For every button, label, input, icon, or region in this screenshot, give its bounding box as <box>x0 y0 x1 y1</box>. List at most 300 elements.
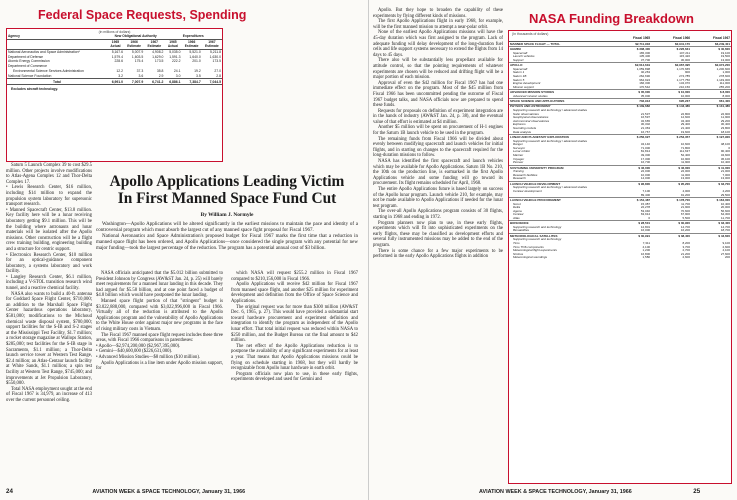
nasa-cell: 21,900 <box>680 205 691 210</box>
nasa-cell: 107,211 <box>679 50 691 55</box>
nasa-cell: 21,400 <box>680 126 691 131</box>
nasa-cell: 36,100 <box>720 156 730 161</box>
nasa-cell: 14,700 <box>720 224 730 229</box>
nasa-row-label: Spacecraft <box>513 66 528 71</box>
nasa-table <box>509 36 731 260</box>
nasa-cell: 16,767 <box>640 129 651 134</box>
nasa-row-label: Tiros <box>513 241 520 246</box>
nasa-cell: 37,700 <box>640 57 651 62</box>
nasa-cell: 2,700 <box>682 248 691 253</box>
spending-table-box <box>6 28 223 162</box>
nasa-cell: 29,500 <box>720 192 730 197</box>
nasa-row-label: Training <box>513 169 524 174</box>
spending-cell: 1,640.0 <box>189 54 201 59</box>
nasa-row-label: Lunar orbiter <box>513 149 531 154</box>
nasa-cell: 135,400 <box>639 54 651 59</box>
nasa-cell: $2,974,200 <box>691 63 731 68</box>
spending-cell: 222.2 <box>172 59 181 64</box>
nasa-cell: 64,300 <box>720 212 730 217</box>
spending-units: (in millions of dollars) <box>98 30 131 34</box>
middle-column-1-paragraph: • Apollo—$2,974,200,000 ($2,967,395,000). <box>96 343 181 349</box>
nasa-cell: 16,700 <box>640 160 651 165</box>
spending-cell: 5,167.6 <box>111 49 124 54</box>
spending-cell: 1,629.0 <box>152 54 164 59</box>
spending-year-header <box>144 39 164 49</box>
spending-row-label: Department of Defense <box>8 54 44 59</box>
nasa-cell: $ 41,000 <box>691 165 731 170</box>
nasa-cell: 49,300 <box>640 152 651 157</box>
spending-year-kind: Estimate <box>204 44 219 49</box>
spending-cell: 12.2 <box>116 69 124 74</box>
continuation-column-paragraph: The over-all Apollo Applications program consists of 30 flights, starting in 1968 and ending in 1972. <box>373 209 503 220</box>
nasa-row-label: Saturn 1B <box>513 73 527 78</box>
nasa-cell: 10,900 <box>680 156 691 161</box>
nasa-cell: 19,100 <box>720 50 730 55</box>
spending-cell: 5,035.0 <box>169 49 181 54</box>
nasa-row-label: Mission support <box>513 84 535 89</box>
nasa-row-label: Delta <box>513 205 521 210</box>
spending-cell: 5,007.9 <box>131 49 144 54</box>
nasa-cell: $ 30,900 <box>651 221 691 226</box>
nasa-cell: 695,237 <box>651 99 691 104</box>
nasa-cell: $ 226,631 <box>651 47 691 52</box>
nasa-col-header: Fiscal 1966 <box>651 36 691 41</box>
nasa-cell: $ 139,682 <box>611 104 651 109</box>
nasa-cell: 21,200 <box>680 251 691 256</box>
nasa-row-label: LUNAR AND PLANETARY EXPLORATION <box>509 135 611 140</box>
nasa-row-label: Supporting research and technology / advanced studies <box>513 138 588 143</box>
spending-cell: 175.4 <box>134 59 144 64</box>
left-column-paragraph: NASA also wants to build a 40-ft. antenna for Goddard Space Flight Center, $710,000; an addition to the Marshall Space Flight Center hazardous operations laboratory, $581,000; modifications to the Michoud chemical waste disposal system, $700,000; support facilities for the S-IB and S-2 stages at the Mississippi Test Facility, $1.7 million; a rocket storage magazine at Wallops Station, $285,000; test facilities for the S-IB stage in Sacramento, $1.1 million; a Thor-Delta launch service tower at Western Test Range, $2.4 million; an Atlas-Centaur launch facility at White Sands, $1.1 million; a spin test facility at Western Test Range, $745,000; and improvements at Jet Propulsion Laboratory, $550,000. <box>6 291 92 387</box>
nasa-cell: 4,100 <box>722 248 730 253</box>
nasa-cell: 20,000 <box>720 205 730 210</box>
nasa-cell: 7,311 <box>642 241 651 246</box>
spending-cell: 5,521.0 <box>189 49 201 54</box>
nasa-cell: 22,000 <box>640 169 651 174</box>
nasa-col-header: Fiscal 1967 <box>691 36 731 41</box>
nasa-cell: 16,597 <box>640 115 651 120</box>
nasa-cell: 7,100 <box>642 188 651 193</box>
nasa-row-label: ADVANCED MISSION STUDIES <box>509 90 611 95</box>
nasa-cell: 19,500 <box>720 54 730 59</box>
nasa-cell: 900 <box>685 70 691 75</box>
article-left-column <box>6 163 92 404</box>
nasa-cell: 4,200 <box>722 188 730 193</box>
nasa-cell: 81,814 <box>640 149 651 154</box>
nasa-row-label: Voyager <box>513 156 525 161</box>
spending-row-label: Environmental Science Services Administration <box>13 69 84 74</box>
continuation-column-paragraph: Approval of even the $42 million for Fiscal 1967 has had one immediate effect on the program. Most of the $45 million from Fiscal 1966 has been uncommitted pending the outcome of Fiscal 1967 budget talks, and NASA officials now are prepared to spend these funds. <box>373 80 503 109</box>
nasa-cell: 111,637 <box>679 149 691 154</box>
nasa-row-label: Surveyor <box>513 145 526 150</box>
spending-year-header <box>202 39 222 49</box>
nasa-cell: 210,156 <box>679 84 691 89</box>
nasa-cell: $ 35,000 <box>611 90 651 95</box>
middle-column-2-paragraph: which NASA will request $255.2 million in Fiscal 1967 compared to $210,156,000 in Fiscal 1966. <box>231 271 358 282</box>
nasa-cell: $ 308,400 <box>611 47 651 52</box>
nasa-row-label: Spacecraft <box>513 50 528 55</box>
continuation-column-paragraph: The first Apollo Applications flight in early 1968, for example, will be the first manned mission to attempt a near-polar orbit. <box>373 19 503 30</box>
nasa-row-label: Saturn 1 <box>513 70 525 75</box>
nasa-cell: $ 38,400 <box>651 234 691 239</box>
nasa-cell: $ 28,501 <box>611 221 651 226</box>
spending-group-noa: New Obligational Authority <box>107 34 165 39</box>
nasa-cell: $ 95,200 <box>651 181 691 186</box>
nasa-cell: $ 33,700 <box>691 181 731 186</box>
nasa-row-label: Atlas <box>513 215 520 220</box>
nasa-row-label: Centaur <box>513 212 524 217</box>
nasa-cell: $ 96,800 <box>611 181 651 186</box>
continuation-column-paragraph: Program planners now plan to use, in these early flights, experiments which will fit into sophisticated experiments on the early flights, these may be classified as development efforts and several fully instrumented missions may be added to the end of the program. <box>373 220 503 248</box>
nasa-cell: $2,941,170 <box>675 41 691 46</box>
nasa-cell: 30,302 <box>640 122 651 127</box>
nasa-cell: 32,665 <box>640 118 651 123</box>
nasa-cell: 22,900 <box>720 111 730 116</box>
nasa-row-label: LAUNCH VEHICLE PROCUREMENT <box>509 198 611 203</box>
lead-paragraph-1: Washington—Apollo Applications will be altered significantly in the earliest missions to maintain the pace and identity of a controversial program which must absorb the largest cut of any manned space fight proposal for Fiscal 1967. <box>96 222 358 233</box>
nasa-cell: 1,000 <box>722 70 730 75</box>
nasa-cell: 16,000 <box>640 228 651 233</box>
nasa-cell: 40,263 <box>640 70 651 75</box>
nasa-row-label: GEMINI <box>509 47 611 52</box>
nasa-cell: 11,000 <box>681 172 691 177</box>
nasa-cell: 17,300 <box>640 156 651 161</box>
spending-year: 1965 <box>169 40 177 45</box>
lead-paragraph-2: National Aeronautics and Space Administration's proposed budget for Fiscal 1967 marks the first time that a reduction in manned space flight has been ordered, and Apollo Applications—once considered the single program with any potential for new major funding—took the largest percentage of the reduction. The program has a potential annual cost of $3 billion. <box>96 233 358 251</box>
spending-total-row <box>7 79 222 85</box>
spending-cell: 2.9 <box>158 73 164 78</box>
middle-column-2-paragraph: Program officials now plan to use, in these early flights, experiments developed and used for Gemini and <box>231 371 358 383</box>
spending-cell: 201.0 <box>192 59 201 64</box>
spending-year-kind: Actual <box>167 44 178 49</box>
spending-year: 1966 <box>130 40 138 45</box>
nasa-cell: 4,000 <box>682 188 691 193</box>
nasa-row-label: SUSTAINING UNIVERSITY PROGRAM <box>509 165 611 170</box>
continuation-column-paragraph: The remaining funds from Fiscal 1966 will be divided about evenly between modifying spacecraft and launch vehicles for initial flights, and in starting on changes to the spacecraft required for the long-duration missions to follow. <box>373 136 503 159</box>
spending-row-label: Atomic Energy Commission <box>8 59 50 64</box>
nasa-cell: $3,249,401 <box>714 41 730 46</box>
nasa-cell: 13,000 <box>720 176 730 181</box>
nasa-cell: 115,420 <box>679 54 691 59</box>
nasa-row-label: Ranger <box>513 142 523 147</box>
nasa-row-label: Tiros TOS components <box>513 244 544 249</box>
nasa-cell: 16,200 <box>680 228 691 233</box>
spending-cell: 228.6 <box>114 59 124 64</box>
nasa-cell: 2,600 <box>682 255 691 260</box>
nasa-row-label: Astronomical observatories <box>513 118 550 123</box>
middle-column-1-paragraph: Manned space flight portion of that "stringent" budget is $3.022,888,000, compared with $3,022,996,000 in Fiscal 1966. Virtually all of the reduction is attributed to the Apollo Applications program and the vulnerability of Apollo Applications to the White House order against major new programs in the face of rising military costs in Vietnam. <box>96 298 223 332</box>
middle-column-1-paragraph: • Advanced Mission Studies—$8 million ($10 million). <box>96 354 201 360</box>
continuation-column-paragraph: There is some chance for a few major experiments to be performed in the early Apollo Applications flights in addition <box>373 248 503 260</box>
left-page-number: 24 <box>6 488 13 495</box>
spending-footnote: Excludes aircraft technology. <box>11 87 59 92</box>
nasa-cell: 274,785 <box>679 73 691 78</box>
nasa-row-label: BIOSCIENCE <box>509 221 611 226</box>
nasa-cell: $ 43,600 <box>691 234 731 239</box>
spending-cell: 3.5 <box>196 73 201 78</box>
nasa-cell: 10,400 <box>720 160 730 165</box>
nasa-row-label: APOLLO <box>509 63 611 68</box>
nasa-col-header: Fiscal 1965 <box>611 36 651 41</box>
nasa-cell: 71,800 <box>680 145 691 150</box>
nasa-cell: 0 <box>648 215 651 220</box>
nasa-cell: 71,000 <box>640 145 651 150</box>
nasa-cell: 22,800 <box>680 111 691 116</box>
nasa-cell: 34,140 <box>640 142 651 147</box>
spending-col-agency: Agency <box>7 34 107 39</box>
left-column-paragraph: • Lewis Research Center, $16 million, including $14 million to expand the propulsion system laboratory for supersonic transport research. <box>6 185 92 208</box>
nasa-cell: 35,000 <box>640 93 651 98</box>
spending-cell: 3.6 <box>138 73 144 78</box>
nasa-row-label: Sounding rockets <box>513 126 537 131</box>
nasa-cell: 9,100 <box>722 241 730 246</box>
nasa-cell: 8,200 <box>682 241 691 246</box>
nasa-cell: 661,400 <box>691 99 731 104</box>
nasa-cell: 10,600 <box>680 142 691 147</box>
nasa-units: (In thousands of dollars) <box>512 32 549 36</box>
left-column-paragraph: • Langley Research Center, $6.1 million, including a V-STOL transition research wind tunnel, and a reactive chemical facility. <box>6 274 92 292</box>
nasa-row-label: Supporting research and technology <box>513 224 562 229</box>
nasa-cell: $ 33,400 <box>691 221 731 226</box>
spending-total-cell: 6,886.1 <box>164 79 181 85</box>
nasa-cell: 200 <box>724 255 730 260</box>
spending-year: 1967 <box>150 40 158 45</box>
nasa-cell: 1,170,665 <box>676 66 691 71</box>
nasa-row-label: Data analysis <box>513 129 532 134</box>
nasa-cell: $ 197,900 <box>691 135 731 140</box>
spending-year-kind: Estimate <box>127 44 141 49</box>
nasa-cell: $2,614,619 <box>611 63 651 68</box>
spending-total-cell: 7,384.7 <box>182 79 202 85</box>
spending-cell: 1,603.5 <box>131 54 144 59</box>
nasa-cell: 23,800 <box>720 126 730 131</box>
nasa-cell: $ 178,700 <box>651 198 691 203</box>
nasa-cell: 732,913 <box>611 99 651 104</box>
middle-column-1-paragraph: The Fiscal 1967 manned space flight request includes these three areas, with Fiscal 1966 comparisons in parentheses: <box>96 332 223 344</box>
nasa-cell: 278,600 <box>719 73 730 78</box>
spending-cell: 1,591.3 <box>169 54 181 59</box>
nasa-row-label: Explorers <box>513 122 526 127</box>
nasa-row-label: Biosatellites <box>513 228 530 233</box>
nasa-cell: $ 253,357 <box>651 135 691 140</box>
spending-group-exp: Expenditures <box>164 34 222 39</box>
article-byline: By William J. Normyle <box>200 212 254 218</box>
left-footer-text: AVIATION WEEK & SPACE TECHNOLOGY, January 31, 1966 <box>92 489 246 495</box>
nasa-cell: 89,400 <box>640 192 651 197</box>
nasa-row-label: Supporting research and technology / advanced studies <box>513 108 588 113</box>
spending-cell: 1,579.4 <box>111 54 124 59</box>
spending-cell: 5,211.8 <box>209 49 221 54</box>
nasa-cell: 1,200 <box>642 248 651 253</box>
nasa-cell: 111,000 <box>719 81 730 86</box>
nasa-cell: $ 256,027 <box>611 135 651 140</box>
nasa-cell: 91,200 <box>680 192 691 197</box>
nasa-row-label: Centaur development <box>513 188 542 193</box>
nasa-cell: 52,400 <box>680 152 691 157</box>
spending-year: 1967 <box>208 40 216 45</box>
nasa-cell: $2,967,395 <box>651 63 691 68</box>
nasa-cell: $ 163,000 <box>691 198 731 203</box>
nasa-cell: 22,000 <box>680 169 691 174</box>
article-headline <box>96 173 358 207</box>
nasa-row-label: Research <box>513 176 526 181</box>
nasa-cell: 964,924 <box>639 77 651 82</box>
nasa-cell: 1,059,898 <box>636 66 651 71</box>
spending-total-label: Total <box>7 79 107 85</box>
nasa-cell: 170,542 <box>639 84 651 89</box>
nasa-row-label: Nimbus <box>513 251 524 256</box>
nasa-row-label: SPACE SCIENCE AND APPLICATIONS <box>509 99 611 104</box>
nasa-cell: 18,700 <box>720 228 730 233</box>
nasa-cell: 70,600 <box>680 208 691 213</box>
article-continuation-column <box>373 8 503 260</box>
nasa-cell: $ 46,000 <box>651 165 691 170</box>
nasa-title: NASA Funding Breakdown <box>529 11 694 26</box>
nasa-cell: 12,600 <box>680 115 691 120</box>
nasa-cell: $ 8,000 <box>691 90 731 95</box>
spending-cell: 4,908.2 <box>152 49 164 54</box>
spending-cell: 173.5 <box>154 59 164 64</box>
spending-year-header <box>124 39 144 49</box>
spending-row <box>7 49 222 54</box>
spending-row <box>7 54 222 59</box>
nasa-cell: $ 131,480 <box>691 104 731 109</box>
nasa-cell: 21,363 <box>640 126 651 131</box>
nasa-cell: 1,580 <box>642 255 651 260</box>
spending-row-label: National Aeronautics and Space Administration* <box>8 49 80 54</box>
spending-cell: 35.8 <box>156 69 164 74</box>
article-middle-column-2 <box>231 271 358 383</box>
nasa-cell: 1,200,600 <box>716 66 730 71</box>
nasa-cell: 30,400 <box>720 122 730 127</box>
nasa-cell: $ 40,600 <box>691 47 731 52</box>
nasa-cell: 12,801 <box>640 224 651 229</box>
nasa-cell: 11,900 <box>681 160 691 165</box>
spending-row-label: National Science Foundation <box>8 73 52 78</box>
nasa-cell: 165,300 <box>639 50 651 55</box>
nasa-cell: 11,900 <box>721 115 730 120</box>
left-footer <box>6 488 245 495</box>
nasa-cell: 5,500 <box>682 215 691 220</box>
nasa-row-label: Saturn 5 <box>513 77 525 82</box>
nasa-cell: 30,000 <box>680 57 691 62</box>
nasa-cell: $2,711,903 <box>635 41 651 46</box>
nasa-row-label: Agena <box>513 208 522 213</box>
spending-total-cell: 7,007.9 <box>124 79 144 85</box>
spending-cell: 24.1 <box>173 69 181 74</box>
nasa-row-label: Solar observatories <box>513 111 539 116</box>
nasa-item-row <box>509 256 731 260</box>
middle-column-2-paragraph: The original request was for more than $300 million (AW&ST Dec. 6, 1965, p. 27). This would have provided a substantial start toward hardware procurement and experiment definition and integration to identify the program as independent of the Apollo lunar effort. That total initial request was reduced within NASA to $250 million, and the Budget Bureau cut the final amount to $42 million. <box>231 304 358 344</box>
nasa-row-label: MANNED SPACE FLIGHT — TOTAL <box>510 41 561 46</box>
nasa-cell: 19,600 <box>680 129 691 134</box>
nasa-cell: 67,900 <box>680 212 691 217</box>
nasa-row-label: Meteorological flight experiments <box>513 248 557 253</box>
spending-cell: 173.5 <box>212 59 221 64</box>
nasa-row-label: Geophysical observatories <box>513 115 549 120</box>
nasa-cell: 4,100 <box>642 244 651 249</box>
nasa-row-label: Meteorological soundings <box>513 255 548 260</box>
nasa-cell: 21,000 <box>720 169 730 174</box>
nasa-table-box <box>508 30 732 484</box>
nasa-cell: 13,000 <box>680 176 691 181</box>
left-column-paragraph: Total NASA employment sought at the end of Fiscal 1967 is 34,979, an increase of 413 over the current personnel ceiling. <box>6 386 92 403</box>
spending-cell: 37.3 <box>136 69 144 74</box>
nasa-cell: $ 46,000 <box>611 165 651 170</box>
nasa-cell: 18,100 <box>720 129 730 134</box>
middle-column-1-paragraph: Apollo Applications is a line item under Apollo mission support, for <box>96 360 223 372</box>
spending-year-kind: Actual <box>110 44 121 49</box>
middle-column-2-paragraph: Apollo Applications will receive $42 million for Fiscal 1967 from manned space flight, and another $25 million for experiment development and definition from the Office of Space Science and Applications. <box>231 282 358 304</box>
spending-year-header <box>107 39 124 49</box>
article-middle-column-1 <box>96 271 223 372</box>
nasa-cell: 53,040 <box>640 208 651 213</box>
nasa-cell: $ 143,480 <box>651 104 691 109</box>
nasa-cell: 1,149,000 <box>716 77 730 82</box>
nasa-row-label: Advanced mission studies <box>513 93 548 98</box>
nasa-cell: 56,600 <box>720 208 730 213</box>
right-page <box>369 0 737 500</box>
spending-total-cell: 6,991.0 <box>107 79 124 85</box>
left-page <box>0 0 368 500</box>
nasa-cell: 7,000 <box>722 172 730 177</box>
middle-column-1-paragraph: • Gemini—$40,600,000 ($226,631,000). <box>96 349 173 355</box>
nasa-row-label: Pioneer <box>513 160 524 165</box>
nasa-cell: $ 10,000 <box>651 90 691 95</box>
nasa-cell: 10,000 <box>640 172 651 177</box>
nasa-cell: 21,537 <box>640 111 651 116</box>
nasa-cell: 3,700 <box>682 244 691 249</box>
right-page-number: 25 <box>693 488 701 495</box>
spending-year-kind: Estimate <box>184 44 199 49</box>
nasa-cell: $ 154,487 <box>611 198 651 203</box>
nasa-cell: 27,600 <box>720 251 730 256</box>
nasa-cell: 1,177,750 <box>676 77 691 82</box>
spending-year: 1966 <box>187 40 196 45</box>
middle-column-2-paragraph: The net effect of the Apollo Applications reduction is to postpone the availability of any significant experiments for at least a year. That means that Apollo Applications missions could be flying on schedule starting in 1968, but they will hardly be recognizable from Apollo lunar hardware in earth orbit. <box>231 343 358 372</box>
nasa-cell: 8,000 <box>722 93 730 98</box>
nasa-cell: 13,000 <box>720 57 730 62</box>
nasa-row-label: Mariner <box>513 152 524 157</box>
spending-row-label: Department of Commerce <box>8 64 48 69</box>
nasa-row-label: Engine development <box>513 81 541 86</box>
spending-year: 1965 <box>111 40 120 45</box>
spending-cell: 3.2 <box>118 73 124 78</box>
nasa-cell: 14,000 <box>640 176 651 181</box>
headline-line-2: In First Manned Space Fund Cut <box>117 190 337 207</box>
spending-total-cell: 7,044.5 <box>202 79 222 85</box>
nasa-cell: 14,700 <box>680 224 691 229</box>
nasa-cell: 10,400 <box>720 201 730 206</box>
headline-line-1: Apollo Applications Leading Victim <box>109 173 345 190</box>
nasa-cell: $ 30,991 <box>611 234 651 239</box>
spending-table <box>7 34 222 85</box>
nasa-row-label: Scout <box>513 201 521 206</box>
nasa-cell: 29,400 <box>680 122 691 127</box>
left-column-paragraph: • Manned Spacecraft Center, $13.8 million. Key facility here will be a lunar receiving laboratory getting $9.1 million. This will be the building where astronauts and lunar materials will be isolated after the Apollo missions. Other construction will be a flight crew training building, engineering building and a structure for centric support. <box>6 207 92 252</box>
spending-cell: 27.0 <box>214 69 221 74</box>
nasa-row-label: METEOROLOGICAL SATELLITES <box>509 234 611 239</box>
nasa-cell: 10,000 <box>680 93 691 98</box>
nasa-row-label: Supporting research and technology <box>513 237 562 242</box>
nasa-row-label: PHYSICS AND ASTRONOMY <box>509 104 611 109</box>
nasa-cell: 11,700 <box>681 201 691 206</box>
nasa-cell: 262,690 <box>639 73 651 78</box>
nasa-row-label: LAUNCH VEHICLE DEVELOPMENT <box>509 181 611 186</box>
spending-cell: 1,630.0 <box>209 54 221 59</box>
nasa-row-label: Research facilities <box>513 172 538 177</box>
nasa-row-label: Launch vehicles <box>513 54 535 59</box>
